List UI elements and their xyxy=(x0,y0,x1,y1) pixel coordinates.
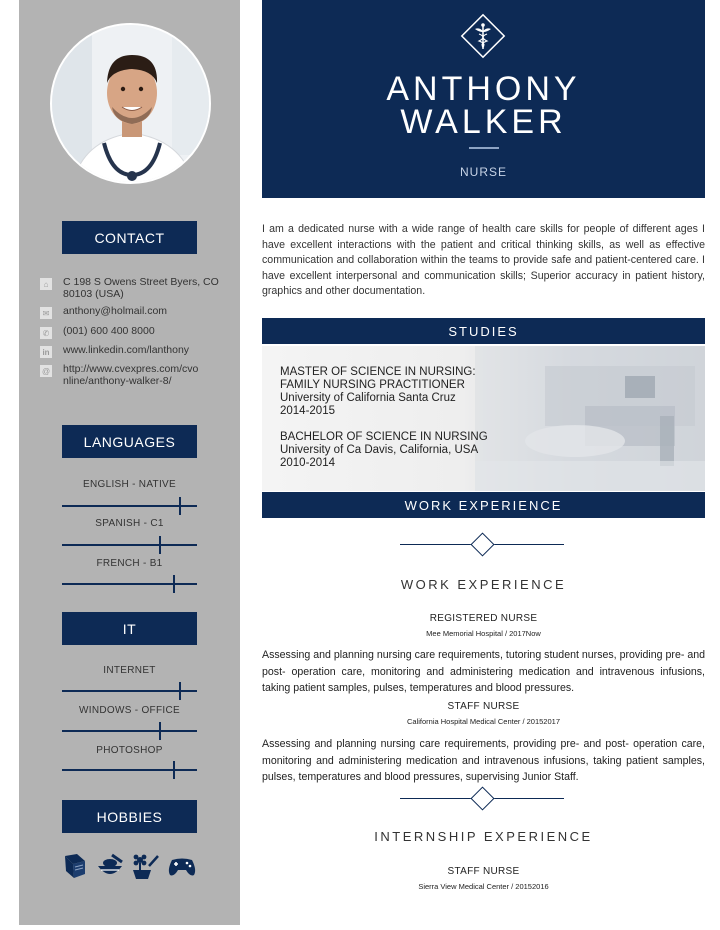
last-name: WALKER xyxy=(400,103,567,141)
gardening-icon xyxy=(131,852,159,880)
it-level-marker xyxy=(159,722,161,740)
hospital-room-image xyxy=(475,346,705,491)
study-item xyxy=(280,366,476,418)
it-skill-label: WINDOWS - OFFICE xyxy=(79,705,180,716)
contact-linkedin[interactable] xyxy=(40,345,235,358)
study-years: 2010-2014 xyxy=(280,457,335,469)
contact-address xyxy=(40,277,235,300)
first-name: ANTHONY xyxy=(386,70,581,108)
job-meta: Mee Memorial Hospital / 2017Now xyxy=(426,629,541,638)
work-experience-heading: WORK EXPERIENCE xyxy=(400,577,567,592)
study-school: University of Ca Davis, California, USA xyxy=(280,444,479,456)
job-role: STAFF NURSE xyxy=(447,701,520,712)
work-experience-band: WORK EXPERIENCE xyxy=(262,492,705,518)
job-title: NURSE xyxy=(459,165,507,179)
gamepad-icon xyxy=(167,852,197,880)
study-degree: BACHELOR OF SCIENCE IN NURSING xyxy=(280,431,488,443)
language-level-marker xyxy=(179,497,181,515)
hobbies-icons xyxy=(62,852,197,880)
contact-address-text: C 198 S Owens Street Byers, CO 80103 (USA) xyxy=(63,276,219,300)
study-degree: MASTER OF SCIENCE IN NURSING: xyxy=(280,366,476,378)
job-meta: California Hospital Medical Center / 20152017 xyxy=(406,717,560,726)
contact-heading: CONTACT xyxy=(62,221,197,254)
contact-phone xyxy=(40,326,235,339)
language-label: SPANISH - C1 xyxy=(95,518,164,529)
job-role: REGISTERED NURSE xyxy=(429,613,538,624)
profile-summary: I am a dedicated nurse with a wide range of health care skills for people of different ages I have excellent interactions with the patient and critical thinking skills, as well as effective communication and collaboration within the teams to provide safe and patient-centered care. I have excellent interpersonal and communication skills; Superior accuracy in patient history, graphics and other documentation. xyxy=(262,223,705,298)
studies-heading: STUDIES xyxy=(262,318,705,344)
cooking-icon xyxy=(96,852,124,880)
it-level-marker xyxy=(179,682,181,700)
study-years: 2014-2015 xyxy=(280,405,335,417)
caduceus-logo-icon xyxy=(458,11,508,61)
book-icon xyxy=(62,852,88,880)
language-level-marker xyxy=(173,575,175,593)
hobbies-heading: HOBBIES xyxy=(62,800,197,833)
study-school: University of California Santa Cruz xyxy=(280,392,456,404)
contact-website[interactable] xyxy=(40,364,235,387)
it-level-marker xyxy=(173,761,175,779)
contact-email-text[interactable]: anthony@holmail.com xyxy=(63,305,168,317)
it-skill-label: INTERNET xyxy=(103,665,156,676)
language-bar xyxy=(62,583,197,585)
title-divider xyxy=(469,147,499,149)
diamond-icon xyxy=(470,786,494,810)
email-icon: ✉ xyxy=(40,307,52,319)
contact-linkedin-text[interactable]: www.linkedin.com/lanthony xyxy=(63,344,190,356)
studies-section xyxy=(262,346,705,491)
job-description: Assessing and planning nursing care requirements, tutoring student nurses, providing pre- and post- operation care, monitoring and administering medication and intravenous infusions, taking patient samples, pulses, temperatures and blood pressures. xyxy=(262,649,705,694)
it-skill-bar xyxy=(62,690,197,692)
linkedin-icon: in xyxy=(40,346,52,358)
name-header xyxy=(262,0,705,198)
it-skill-bar xyxy=(62,769,197,771)
study-item xyxy=(280,431,488,470)
language-label: FRENCH - B1 xyxy=(96,558,163,569)
job-description: Assessing and planning nursing care requirements, providing pre- and post- operation care, monitoring and administering medication and intravenous infusions, taking patient samples, pulses, temperatures and blood pressures, supervising Junior Staff. xyxy=(262,738,705,783)
phone-icon: ✆ xyxy=(40,327,52,339)
link-icon: @ xyxy=(41,366,51,376)
study-degree-line2: FAMILY NURSING PRACTITIONER xyxy=(280,379,465,391)
internship-meta: Sierra View Medical Center / 20152016 xyxy=(418,882,549,891)
it-heading: IT xyxy=(62,612,197,645)
internship-heading: INTERNSHIP EXPERIENCE xyxy=(374,829,593,844)
contact-website-text[interactable]: http://www.cvexpres.com/cvo nline/anthony-walker-8/ xyxy=(63,363,199,387)
language-bar xyxy=(62,505,197,507)
diamond-icon xyxy=(470,532,494,556)
profile-photo xyxy=(50,23,211,184)
languages-heading: LANGUAGES xyxy=(62,425,197,458)
contact-email[interactable] xyxy=(40,306,235,319)
language-bar xyxy=(62,544,197,546)
it-skill-bar xyxy=(62,730,197,732)
home-icon: ⌂ xyxy=(40,278,52,290)
it-skill-label: PHOTOSHOP xyxy=(96,745,163,756)
language-label: ENGLISH - NATIVE xyxy=(83,479,176,490)
contact-phone-text: (001) 600 400 8000 xyxy=(63,325,155,337)
internship-role: STAFF NURSE xyxy=(447,866,520,877)
language-level-marker xyxy=(159,536,161,554)
